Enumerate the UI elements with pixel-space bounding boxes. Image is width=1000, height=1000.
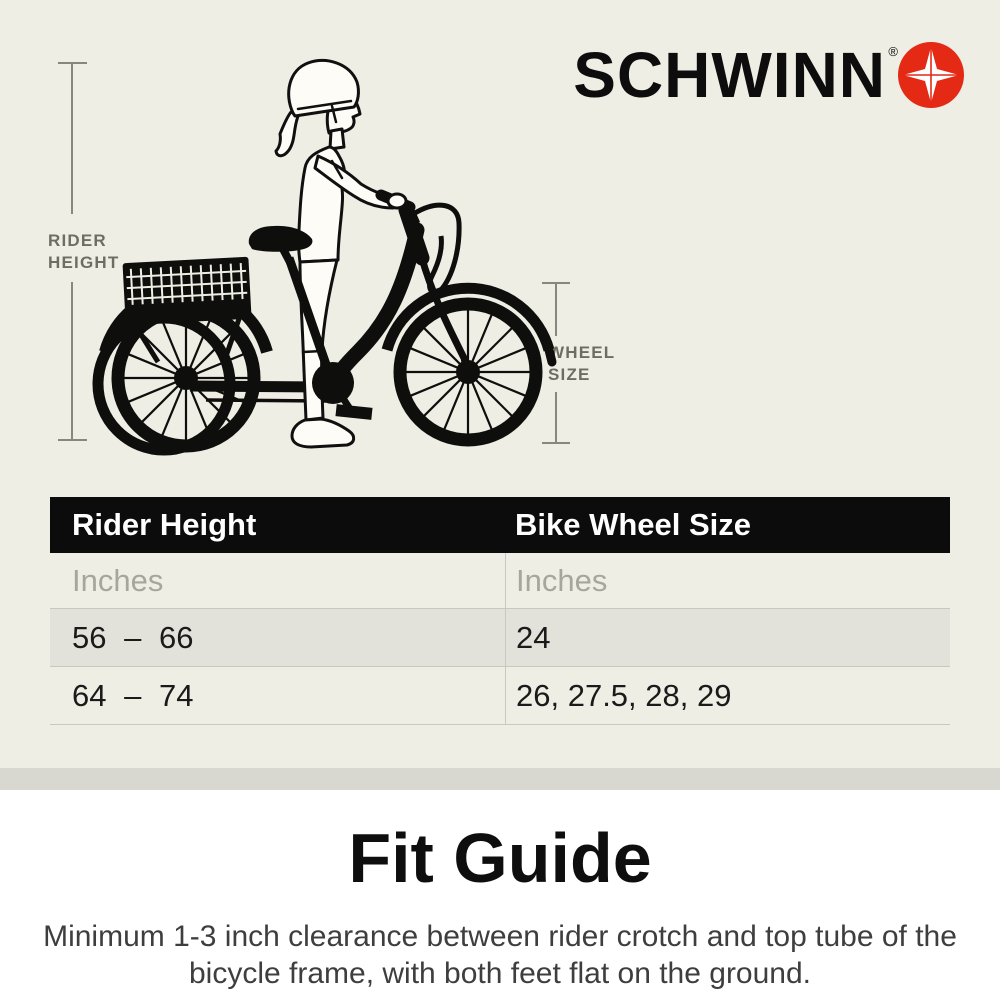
table-row <box>50 667 950 725</box>
registered-mark: ® <box>888 44 898 59</box>
hand <box>388 194 406 208</box>
tricycle-front <box>249 194 552 447</box>
header-cell-wheel-size: Bike Wheel Size <box>515 507 752 542</box>
rider-height-label-line1: RIDER <box>48 231 107 250</box>
fit-guide-title: Fit Guide <box>348 819 652 897</box>
basket <box>123 257 252 326</box>
cell-rider-height: 56 – 66 <box>72 619 194 655</box>
rider-height-measure-line <box>58 63 87 440</box>
brand-logo <box>573 39 964 111</box>
header-cell-rider-height: Rider Height <box>72 507 257 542</box>
size-table <box>50 497 950 725</box>
table-row <box>50 609 950 667</box>
tricycle-illustration <box>98 257 326 450</box>
divider-band <box>0 768 1000 790</box>
brand-wordmark: SCHWINN <box>573 39 886 111</box>
fit-guide-description: Minimum 1-3 inch clearance between rider crotch and top tube of the bicycle frame, with both feet flat on the ground. <box>43 920 957 990</box>
table-unit-row <box>50 553 950 609</box>
unit-cell-wheel-size: Inches <box>505 553 950 608</box>
fit-guide-section <box>0 790 1000 1000</box>
wheel-size-label-line2: SIZE <box>548 365 591 384</box>
table-header-row <box>50 497 950 553</box>
rider-height-label-line2: HEIGHT <box>48 253 120 272</box>
schwinn-star-icon <box>898 42 964 108</box>
unit-cell-rider-height: Inches <box>72 562 164 598</box>
shoe <box>292 419 354 447</box>
cell-wheel-size: 24 <box>505 609 950 666</box>
cell-wheel-size: 26, 27.5, 28, 29 <box>505 667 950 724</box>
wheel-size-label-line1: WHEEL <box>548 343 616 362</box>
cell-rider-height: 64 – 74 <box>72 677 194 713</box>
